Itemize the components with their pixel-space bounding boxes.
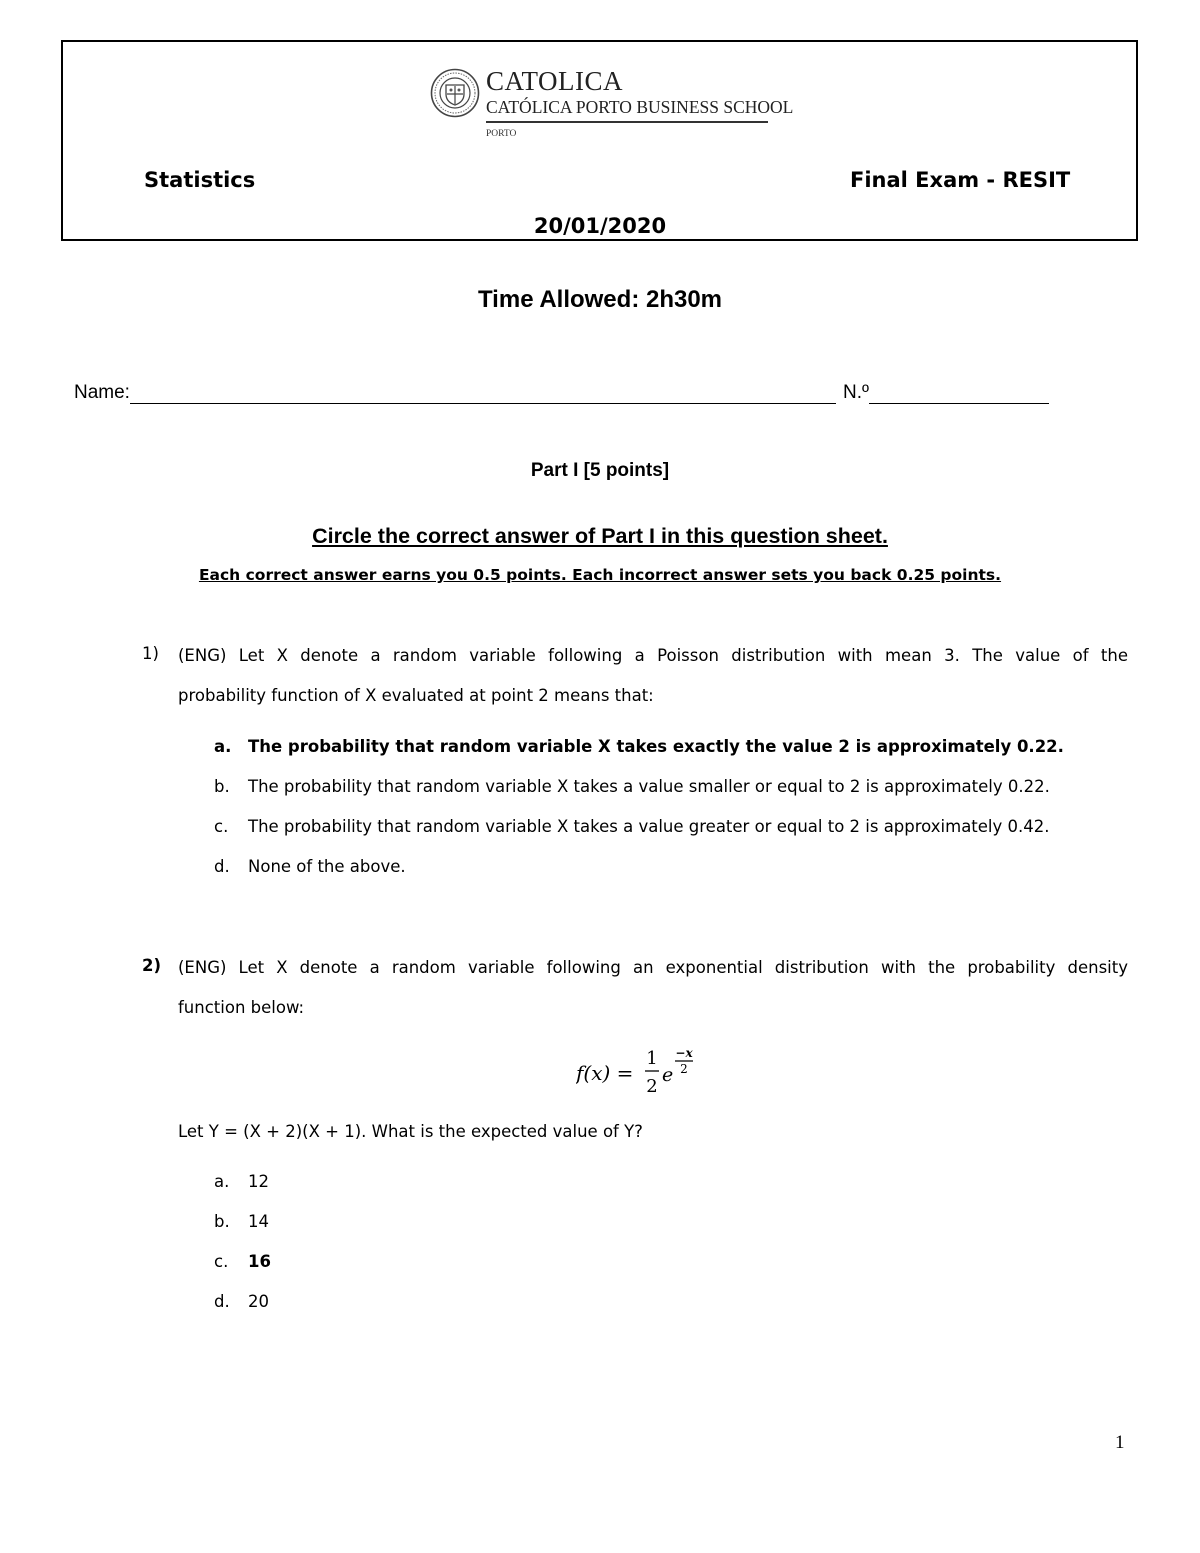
option-letter: d. xyxy=(214,857,230,876)
logo-city: PORTO xyxy=(486,129,517,139)
option-text: The probability that random variable X takes a value smaller or equal to 2 is approximately 0.22. xyxy=(248,777,1050,796)
option-text: 14 xyxy=(248,1212,269,1231)
question-number: 2) xyxy=(142,956,162,975)
exam-date: 20/01/2020 xyxy=(533,214,667,238)
option-row[interactable] xyxy=(0,855,1200,879)
formula-exponent-denominator: 2 xyxy=(680,1062,688,1076)
name-field[interactable] xyxy=(130,385,836,404)
name-label: Name: xyxy=(74,382,130,403)
instruction-main: Circle the correct answer of Part I in this question sheet. xyxy=(312,524,888,548)
formula-fraction-denominator: 2 xyxy=(646,1076,658,1097)
pdf-formula xyxy=(576,1044,716,1100)
option-letter: a. xyxy=(214,1172,230,1191)
formula-exponent-numerator: −x xyxy=(675,1046,693,1060)
exam-type: Final Exam - RESIT xyxy=(850,168,1071,192)
question-followup: Let Y = (X + 2)(X + 1). What is the expected value of Y? xyxy=(178,1122,643,1141)
option-row[interactable] xyxy=(0,815,1200,839)
option-letter: a. xyxy=(214,737,232,756)
question-number: 1) xyxy=(142,644,159,663)
option-letter: b. xyxy=(214,1212,230,1231)
option-text: 16 xyxy=(248,1252,271,1271)
course-name: Statistics xyxy=(144,168,256,192)
student-number-field[interactable] xyxy=(869,385,1049,404)
student-info-row xyxy=(74,382,1074,404)
instruction-scoring: Each correct answer earns you 0.5 points. Each incorrect answer sets you back 0.25 points. xyxy=(198,566,1002,584)
page-number: 1 xyxy=(1115,1432,1125,1453)
university-seal-icon xyxy=(430,68,480,118)
option-row[interactable] xyxy=(0,1210,1200,1234)
question-line: (ENG) Let X denote a random variable following a Poisson distribution with mean 3. The value of the xyxy=(178,646,1128,665)
option-letter: c. xyxy=(214,1252,229,1271)
option-text: 20 xyxy=(248,1292,269,1311)
time-allowed: Time Allowed: 2h30m xyxy=(477,286,723,313)
formula-base: e xyxy=(662,1064,674,1086)
part-title: Part I [5 points] xyxy=(530,460,670,481)
question-line: (ENG) Let X denote a random variable following an exponential distribution with the probability density xyxy=(178,958,1128,977)
option-row[interactable] xyxy=(0,775,1200,799)
option-letter: d. xyxy=(214,1292,230,1311)
option-letter: c. xyxy=(214,817,229,836)
option-text: The probability that random variable X takes a value greater or equal to 2 is approximately 0.42. xyxy=(248,817,1050,836)
option-row[interactable] xyxy=(0,1170,1200,1194)
option-row[interactable] xyxy=(0,1290,1200,1314)
question-line: function below: xyxy=(178,998,305,1017)
logo-divider xyxy=(486,121,768,123)
number-label: N.º xyxy=(842,382,869,403)
formula-lhs: f(x) = xyxy=(576,1061,634,1085)
logo-brand: CATOLICA xyxy=(486,66,624,96)
option-row[interactable] xyxy=(0,735,1200,759)
question-line: probability function of X evaluated at point 2 means that: xyxy=(178,686,654,705)
school-logo xyxy=(430,66,794,146)
option-text: None of the above. xyxy=(248,857,406,876)
option-letter: b. xyxy=(214,777,230,796)
option-row[interactable] xyxy=(0,1250,1200,1274)
logo-school-name: CATÓLICA PORTO BUSINESS SCHOOL xyxy=(486,97,794,117)
option-text: The probability that random variable X takes exactly the value 2 is approximately 0.22. xyxy=(248,737,1064,756)
option-text: 12 xyxy=(248,1172,269,1191)
question-text xyxy=(178,948,1128,1028)
formula-fraction-numerator: 1 xyxy=(646,1048,658,1069)
question-text xyxy=(178,636,1128,716)
